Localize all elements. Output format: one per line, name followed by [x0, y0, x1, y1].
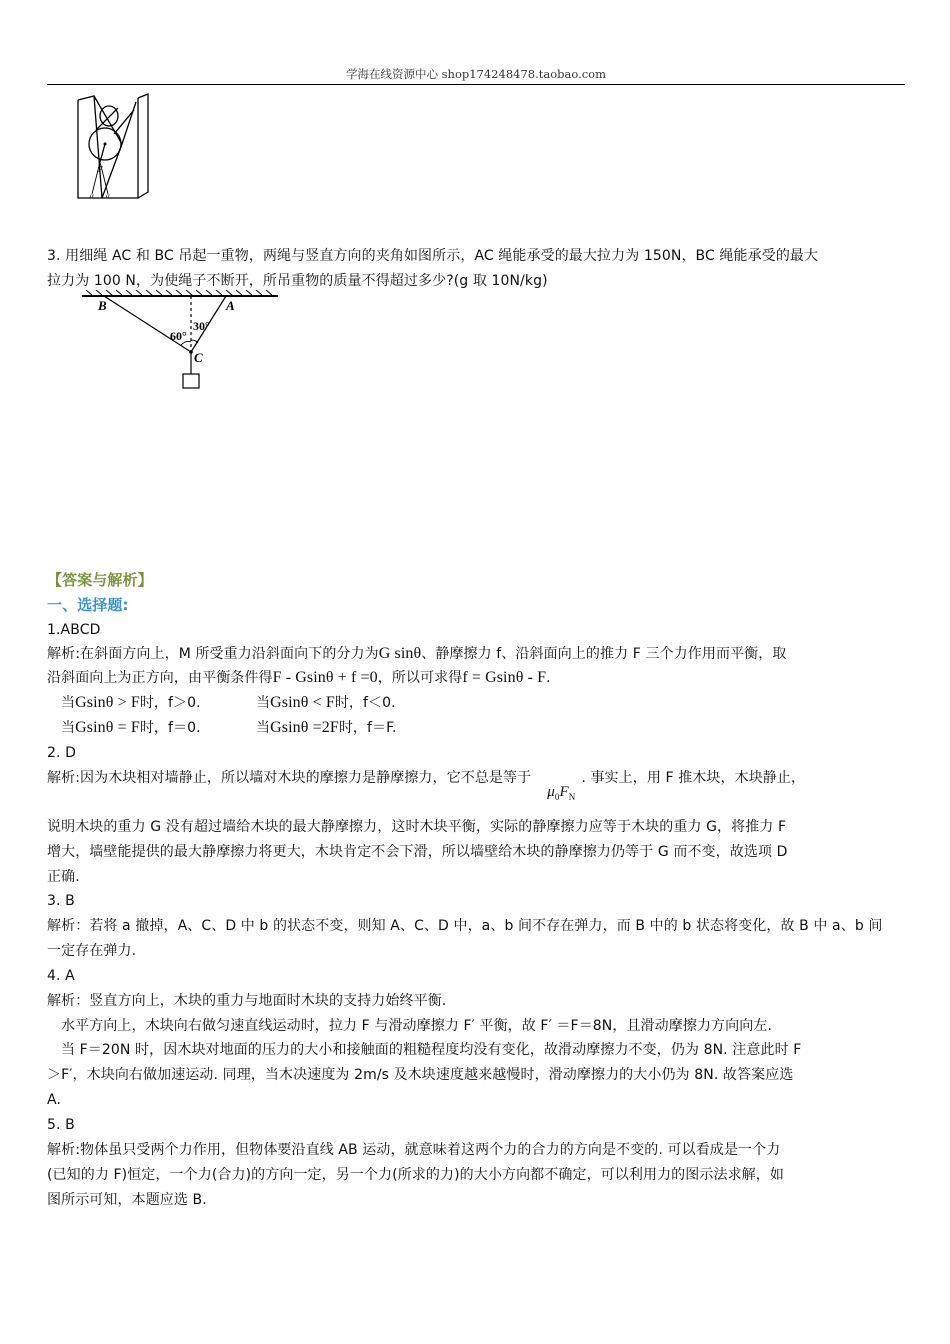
a1-l2-c: . [546, 670, 551, 686]
a1-l2-math2: f = Gsinθ - F [462, 669, 547, 686]
a1-c1-b: 时，f＞0. [139, 695, 201, 711]
a1-c2-a: 当 [256, 695, 271, 711]
answer-1-line-2 [47, 666, 905, 690]
answer-3-line-1: 解析：若将 a 撤掉，A、C、D 中 b 的状态不变，则知 A、C、D 中，a、b 间不存在弹力，而 B 中的 b 状态将变化，故 B 中 a、b 间 [47, 918, 883, 934]
answer-2-title: 2. D [47, 745, 76, 761]
answer-4-title: 4. A [47, 968, 75, 984]
a2-mu-fn: $\mu_0F_N$ [547, 784, 576, 802]
answer-2-line-1 [47, 766, 905, 802]
page-header: 学海在线资源中心 shop174248478.taobao.com [47, 66, 905, 85]
answer-3-title: 3. B [47, 893, 75, 909]
a1-l1-math: G sinθ [378, 645, 422, 662]
a1-l1-b: 、静摩擦力 f、沿斜面向上的推力 F 三个力作用而平衡，取 [421, 646, 787, 662]
answer-1-cases-row-1 [47, 691, 905, 715]
a2-l1-b: . 事实上，用 F 推木块，木块静止， [581, 770, 806, 786]
answer-1-cases-row-2 [47, 716, 905, 740]
a1-c4-b: 时，f＝F. [338, 720, 397, 736]
answer-4-line-2: 水平方向上，木块向右做匀速直线运动时，拉力 F 与滑动摩擦力 F′ 平衡，故 F′ ＝F＝8N，且滑动摩擦力方向向左. [61, 1018, 772, 1034]
a1-c2-b: 时，f＜0. [334, 695, 396, 711]
answer-4-line-1: 解析：竖直方向上，木块的重力与地面时木块的支持力始终平衡. [47, 993, 447, 1009]
a1-c1-math: Gsinθ > F [75, 694, 140, 711]
a1-c3-a: 当 [61, 720, 76, 736]
a1-l1-a: 解析:在斜面方向上，M 所受重力沿斜面向下的分力为 [47, 646, 379, 662]
fig1-label-f: F [98, 165, 103, 174]
answer-1-title: 1.ABCD [47, 622, 101, 638]
a1-c2-math: Gsinθ < F [270, 694, 335, 711]
fig3-label-c: C [194, 350, 203, 365]
q3-line-1: 3. 用细绳 AC 和 BC 吊起一重物，两绳与竖直方向的夹角如图所示，AC 绳能承受的最大拉力为 150N，BC 绳能承受的最大 [47, 248, 819, 264]
a1-l2-b: ，所以可求得 [377, 670, 463, 686]
fig3-label-b: B [98, 298, 107, 313]
fig1-label-alpha-right: α [106, 192, 110, 200]
a1-c3-b: 时，f＝0. [139, 720, 201, 736]
answer-4-line-4: ＞F′，木块向右做加速运动. 同理，当木决速度为 2m/s 及木块速度越来越慢时，滑动摩擦力的大小仍为 8N. 故答案应选 [47, 1067, 794, 1083]
answer-5-line-2: (已知的力 F)恒定，一个力(合力)的方向一定，另一个力(所求的力)的大小方向都不确定，可以利用力的图示法求解，如 [47, 1167, 784, 1183]
a1-c4-math: Gsinθ =2F [270, 719, 339, 736]
a1-c4-a: 当 [256, 720, 271, 736]
a1-l2-a: 沿斜面向上为正方向，由平衡条件得 [47, 670, 273, 686]
fig1-label-alpha-left: α [90, 192, 94, 200]
fig3-angle-30: 30° [193, 319, 210, 333]
fig3-angle-60: 60° [170, 329, 187, 343]
answer-2-line-4: 正确. [47, 869, 80, 885]
rope-hanging-figure [80, 290, 280, 395]
fig3-label-a: A [226, 298, 235, 313]
q3-line-2: 拉力为 100 N，为使绳子不断开，所吊重物的质量不得超过多少?(g 取 10N/kg) [47, 273, 548, 289]
a2-l1-a: 解析:因为木块相对墙静止，所以墙对木块的摩擦力是静摩擦力，它不总是等于 [47, 770, 532, 786]
answer-3-line-2: 一定存在弹力. [47, 943, 137, 959]
answer-2-line-3: 增大，墙壁能提供的最大静摩擦力将更大，木块肯定不会下滑，所以墙壁给木块的静摩擦力仍等于 G 而不变，故选项 D [47, 844, 788, 860]
a1-c3-math: Gsinθ = F [75, 719, 140, 736]
answer-5-line-3: 图所示可知，本题应选 B. [47, 1192, 207, 1208]
answer-1-line-1 [47, 642, 905, 666]
cylinder-groove-figure [74, 92, 154, 204]
answers-section-title: 一、选择题: [47, 596, 129, 614]
answer-5-title: 5. B [47, 1117, 75, 1133]
a1-l2-math: F - Gsinθ + f =0 [272, 669, 378, 686]
answers-heading: 【答案与解析】 [47, 571, 153, 589]
answer-5-line-1: 解析:物体虽只受两个力作用，但物体要沿直线 AB 运动，就意味着这两个力的合力的方向是不变的. 可以看成是一个力 [47, 1142, 781, 1158]
answer-4-line-3: 当 F＝20N 时，因木块对地面的压力的大小和接触面的粗糙程度均没有变化，故滑动摩擦力不变，仍为 8N. 注意此时 F [61, 1042, 802, 1058]
answer-4-line-5: A. [47, 1092, 61, 1108]
answer-2-line-2: 说明木块的重力 G 没有超过墙给木块的最大静摩擦力，这时木块平衡，实际的静摩擦力应等于木块的重力 G，将推力 F [47, 819, 787, 835]
a1-c1-a: 当 [61, 695, 76, 711]
